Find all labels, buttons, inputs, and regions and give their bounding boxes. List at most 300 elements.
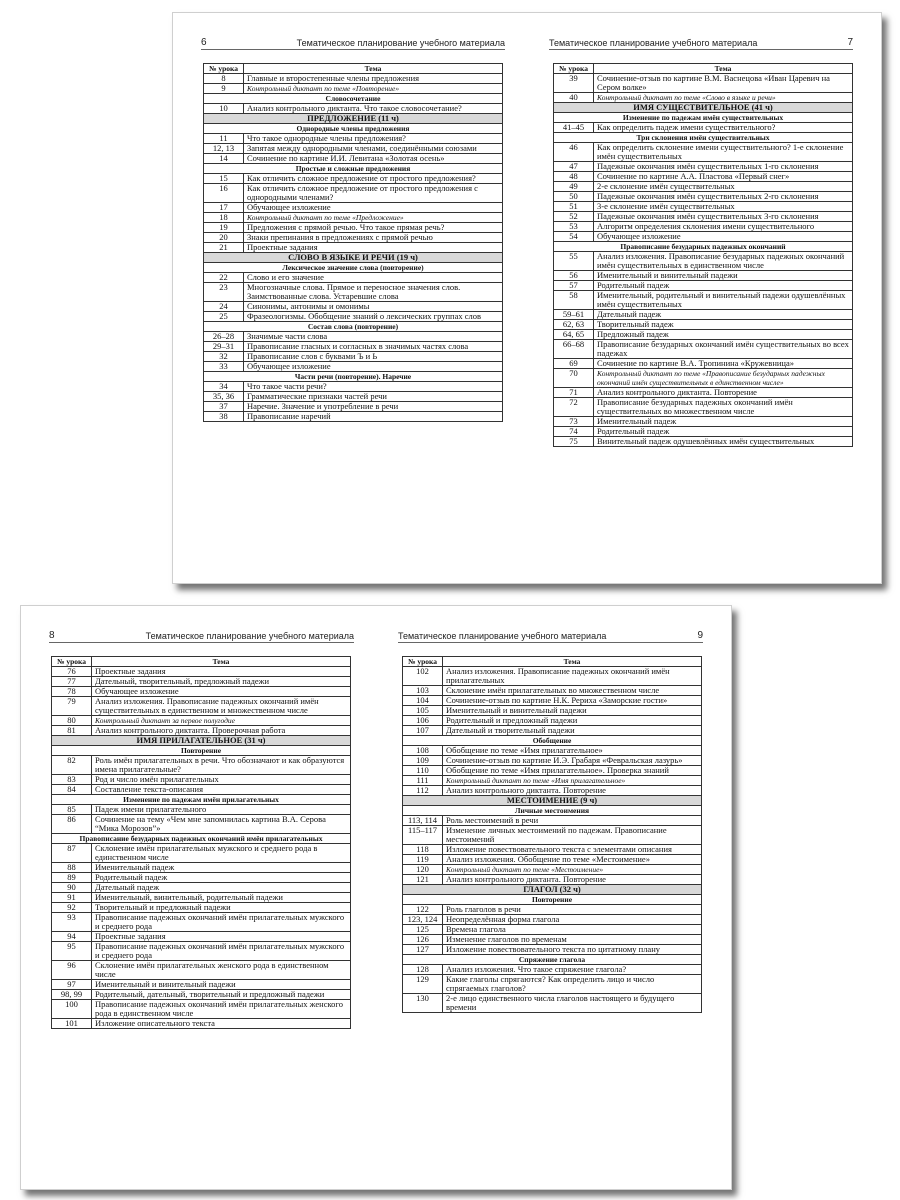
lesson-number: 49 [554, 182, 594, 192]
lesson-topic: Предложения с прямой речью. Что такое прямая речь? [244, 223, 503, 233]
lesson-row [204, 84, 503, 94]
lesson-topic: Именительный и винительный падежи [92, 980, 351, 990]
lesson-row [554, 222, 853, 232]
lesson-topic: Родительный падеж [594, 427, 853, 437]
lesson-row [554, 212, 853, 222]
lesson-topic: Как определить склонение имени существительного? 1-е склонение имён существительных [594, 143, 853, 162]
lesson-topic: Обучающее изложение [92, 687, 351, 697]
unit-heading: ГЛАГОЛ (32 ч) [403, 885, 702, 895]
lesson-number: 29–31 [204, 342, 244, 352]
table-header-row [554, 64, 853, 74]
lesson-number: 72 [554, 398, 594, 417]
lesson-topic: Изменение глаголов по временам [443, 935, 702, 945]
lesson-number: 59–61 [554, 310, 594, 320]
lesson-plan-table [402, 656, 702, 1013]
unit-heading-row [403, 796, 702, 806]
lesson-row [403, 845, 702, 855]
lesson-number: 54 [554, 232, 594, 242]
lesson-row [554, 93, 853, 103]
lesson-row [52, 716, 351, 726]
lesson-topic: Знаки препинания в предложениях с прямой речью [244, 233, 503, 243]
lesson-topic: Правописание падежных окончаний имён прилагательных мужского и среднего рода [92, 942, 351, 961]
lesson-number: 37 [204, 402, 244, 412]
subsection-heading-row [204, 124, 503, 134]
subsection-heading-row [204, 263, 503, 273]
page-number: 9 [697, 630, 703, 641]
lesson-row [554, 143, 853, 162]
subsection-heading-row [52, 746, 351, 756]
lesson-topic: 2-е лицо единственного числа глаголов настоящего и будущего времени [443, 994, 702, 1013]
lesson-topic: Как определить падеж имени существительного? [594, 123, 853, 133]
column-header-topic: Тема [92, 657, 351, 667]
lesson-number: 105 [403, 706, 443, 716]
lesson-topic: Анализ контрольного диктанта. Повторение [594, 388, 853, 398]
lesson-row [554, 388, 853, 398]
lesson-number: 77 [52, 677, 92, 687]
lesson-number: 73 [554, 417, 594, 427]
subsection-heading: Спряжение глагола [403, 955, 702, 965]
lesson-row [52, 893, 351, 903]
lesson-number: 93 [52, 913, 92, 932]
lesson-number: 125 [403, 925, 443, 935]
lesson-number: 94 [52, 932, 92, 942]
lesson-row [403, 706, 702, 716]
running-title: Тематическое планирование учебного материала [296, 38, 505, 48]
lesson-topic: Склонение имён прилагательных во множественном числе [443, 686, 702, 696]
subsection-heading: Части речи (повторение). Наречие [204, 372, 503, 382]
lesson-topic: Обучающее изложение [244, 362, 503, 372]
lesson-row [554, 252, 853, 271]
lesson-row [52, 697, 351, 716]
lesson-topic: Склонение имён прилагательных женского рода в единственном числе [92, 961, 351, 980]
lesson-topic: Сочинение по картине А.А. Пластова «Первый снег» [594, 172, 853, 182]
subsection-heading: Однородные члены предложения [204, 124, 503, 134]
lesson-row [403, 786, 702, 796]
lesson-topic: Контрольный диктант по теме «Местоимение» [443, 865, 702, 875]
lesson-number: 122 [403, 905, 443, 915]
lesson-number: 16 [204, 184, 244, 203]
lesson-number: 107 [403, 726, 443, 736]
lesson-number: 46 [554, 143, 594, 162]
subsection-heading: Словосочетание [204, 94, 503, 104]
lesson-number: 35, 36 [204, 392, 244, 402]
lesson-topic: Контрольный диктант по теме «Повторение» [244, 84, 503, 94]
subsection-heading: Состав слова (повторение) [204, 322, 503, 332]
lesson-row [204, 302, 503, 312]
lesson-number: 21 [204, 243, 244, 253]
lesson-number: 38 [204, 412, 244, 422]
lesson-number: 11 [204, 134, 244, 144]
lesson-row [52, 903, 351, 913]
lesson-topic: Роль глаголов в речи [443, 905, 702, 915]
lesson-number: 102 [403, 667, 443, 686]
lesson-topic: Изложение описательного текста [92, 1019, 351, 1029]
lesson-topic: Сочинение-отзыв по картине В.М. Васнецова «Иван Царевич на Сером волке» [594, 74, 853, 93]
lesson-number: 8 [204, 74, 244, 84]
lesson-number: 41–45 [554, 123, 594, 133]
lesson-row [403, 756, 702, 766]
lesson-row [52, 1000, 351, 1019]
lesson-number: 56 [554, 271, 594, 281]
subsection-heading-row [403, 806, 702, 816]
lesson-topic: Анализ изложения. Правописание безударных падежных окончаний имён существительных в единственном числе [594, 252, 853, 271]
lesson-number: 19 [204, 223, 244, 233]
lesson-number: 87 [52, 844, 92, 863]
lesson-row [204, 342, 503, 352]
lesson-row [403, 726, 702, 736]
lesson-number: 15 [204, 174, 244, 184]
lesson-row [52, 980, 351, 990]
lesson-topic: Изложение повествовательного текста по цитатному плану [443, 945, 702, 955]
lesson-row [204, 402, 503, 412]
lesson-topic: Сочинение на тему «Чем мне запомнилась картина В.А. Серова “Мика Морозов”» [92, 815, 351, 834]
lesson-row [554, 330, 853, 340]
lesson-topic: Правописание слов с буквами Ъ и Ь [244, 352, 503, 362]
lesson-number: 18 [204, 213, 244, 223]
lesson-number: 128 [403, 965, 443, 975]
page-number: 7 [847, 37, 853, 48]
lesson-topic: Анализ изложения. Правописание падежных окончаний имён существительных в единственном и множественном числе [92, 697, 351, 716]
lesson-row [204, 104, 503, 114]
lesson-row [554, 281, 853, 291]
lesson-row [52, 677, 351, 687]
lesson-topic: Как отличить сложное предложение от простого предложения? [244, 174, 503, 184]
lesson-row [204, 233, 503, 243]
subsection-heading: Личные местоимения [403, 806, 702, 816]
lesson-topic: Изменение личных местоимений по падежам. Правописание местоимений [443, 826, 702, 845]
lesson-topic: Правописание безударных падежных окончаний имён существительных во множественном числе [594, 398, 853, 417]
lesson-topic: Какие глаголы спрягаются? Как определить лицо и число спрягаемых глаголов? [443, 975, 702, 994]
lesson-number: 47 [554, 162, 594, 172]
lesson-topic: Анализ контрольного диктанта. Что такое словосочетание? [244, 104, 503, 114]
lesson-number: 33 [204, 362, 244, 372]
lesson-topic: Сочинение-отзыв по картине И.Э. Грабаря «Февральская лазурь» [443, 756, 702, 766]
lesson-row [554, 427, 853, 437]
unit-heading: МЕСТОИМЕНИЕ (9 ч) [403, 796, 702, 806]
subsection-heading: Изменение по падежам имён прилагательных [52, 795, 351, 805]
subsection-heading: Повторение [403, 895, 702, 905]
lesson-number: 104 [403, 696, 443, 706]
lesson-number: 22 [204, 273, 244, 283]
lesson-topic: Роль имён прилагательных в речи. Что обозначают и как образуются имена прилагательные? [92, 756, 351, 775]
lesson-number: 126 [403, 935, 443, 945]
lesson-number: 76 [52, 667, 92, 677]
lesson-row [52, 775, 351, 785]
lesson-number: 20 [204, 233, 244, 243]
lesson-topic: Обучающее изложение [594, 232, 853, 242]
lesson-number: 83 [52, 775, 92, 785]
page-header [201, 35, 505, 50]
lesson-row [554, 398, 853, 417]
lesson-topic: Дательный, творительный, предложный падежи [92, 677, 351, 687]
subsection-heading-row [403, 895, 702, 905]
lesson-row [52, 815, 351, 834]
unit-heading: ПРЕДЛОЖЕНИЕ (11 ч) [204, 114, 503, 124]
lesson-number: 109 [403, 756, 443, 766]
lesson-topic: Склонение имён прилагательных мужского и среднего рода в единственном числе [92, 844, 351, 863]
page-8 [21, 606, 376, 1189]
lesson-topic: Родительный и предложный падежи [443, 716, 702, 726]
lesson-topic: Слово и его значение [244, 273, 503, 283]
subsection-heading-row [52, 834, 351, 844]
column-header-topic: Тема [594, 64, 853, 74]
lesson-topic: 3-е склонение имён существительных [594, 202, 853, 212]
lesson-number: 88 [52, 863, 92, 873]
subsection-heading: Правописание безударных падежных окончаний имён прилагательных [52, 834, 351, 844]
lesson-topic: Анализ изложения. Обобщение по теме «Местоимение» [443, 855, 702, 865]
lesson-row [554, 291, 853, 310]
lesson-row [554, 417, 853, 427]
lesson-topic: Дательный падеж [92, 883, 351, 893]
lesson-number: 85 [52, 805, 92, 815]
lesson-topic: Контрольный диктант по теме «Предложение» [244, 213, 503, 223]
lesson-topic: Род и число имён прилагательных [92, 775, 351, 785]
subsection-heading-row [403, 736, 702, 746]
page-7 [527, 13, 881, 583]
lesson-row [403, 915, 702, 925]
lesson-row [554, 202, 853, 212]
lesson-topic: Сочинение по картине И.И. Левитана «Золотая осень» [244, 154, 503, 164]
page-header [549, 35, 853, 50]
subsection-heading: Правописание безударных падежных окончаний [554, 242, 853, 252]
lesson-number: 50 [554, 192, 594, 202]
lesson-number: 111 [403, 776, 443, 786]
lesson-number: 96 [52, 961, 92, 980]
lesson-number: 34 [204, 382, 244, 392]
lesson-number: 119 [403, 855, 443, 865]
lesson-row [403, 945, 702, 955]
lesson-topic: Падежные окончания имён существительных 1-го склонения [594, 162, 853, 172]
lesson-topic: Как отличить сложное предложение от простого предложения с однородными членами? [244, 184, 503, 203]
lesson-topic: Роль местоимений в речи [443, 816, 702, 826]
lesson-topic: Падеж имени прилагательного [92, 805, 351, 815]
column-header-number: № урока [403, 657, 443, 667]
table-header-row [403, 657, 702, 667]
lesson-number: 82 [52, 756, 92, 775]
lesson-number: 58 [554, 291, 594, 310]
lesson-number: 123, 124 [403, 915, 443, 925]
lesson-topic: Предложный падеж [594, 330, 853, 340]
lesson-topic: Составление текста-описания [92, 785, 351, 795]
lesson-topic: Дательный падеж [594, 310, 853, 320]
lesson-topic: Анализ контрольного диктанта. Проверочная работа [92, 726, 351, 736]
lesson-row [52, 844, 351, 863]
lesson-number: 39 [554, 74, 594, 93]
lesson-topic: Винительный падеж одушевлённых имён существительных [594, 437, 853, 447]
lesson-number: 84 [52, 785, 92, 795]
lesson-number: 64, 65 [554, 330, 594, 340]
lesson-row [204, 213, 503, 223]
lesson-topic: Главные и второстепенные члены предложения [244, 74, 503, 84]
lesson-topic: Изложение повествовательного текста с элементами описания [443, 845, 702, 855]
lesson-row [554, 162, 853, 172]
unit-heading: ИМЯ СУЩЕСТВИТЕЛЬНОЕ (41 ч) [554, 103, 853, 113]
lesson-row [204, 412, 503, 422]
lesson-topic: Грамматические признаки частей речи [244, 392, 503, 402]
lesson-topic: Родительный падеж [92, 873, 351, 883]
page-9 [376, 606, 731, 1189]
lesson-number: 89 [52, 873, 92, 883]
lesson-number: 98, 99 [52, 990, 92, 1000]
lesson-topic: Родительный падеж [594, 281, 853, 291]
lesson-topic: Алгоритм определения склонения имени существительного [594, 222, 853, 232]
lesson-row [403, 965, 702, 975]
lesson-topic: Обобщение по теме «Имя прилагательное» [443, 746, 702, 756]
lesson-topic: Запятая между однородными членами, соединёнными союзами [244, 144, 503, 154]
lesson-row [554, 320, 853, 330]
lesson-number: 112 [403, 786, 443, 796]
lesson-row [403, 905, 702, 915]
lesson-row [554, 310, 853, 320]
lesson-row [554, 192, 853, 202]
lesson-plan-table [203, 63, 503, 422]
lesson-row [204, 382, 503, 392]
lesson-number: 25 [204, 312, 244, 322]
lesson-topic: Именительный, родительный и винительный падежи одушевлённых имён существительных [594, 291, 853, 310]
lesson-number: 53 [554, 222, 594, 232]
lesson-number: 51 [554, 202, 594, 212]
lesson-row [403, 855, 702, 865]
lesson-number: 103 [403, 686, 443, 696]
subsection-heading-row [403, 955, 702, 965]
subsection-heading: Лексическое значение слова (повторение) [204, 263, 503, 273]
lesson-topic: Правописание наречий [244, 412, 503, 422]
lesson-number: 62, 63 [554, 320, 594, 330]
subsection-heading-row [204, 164, 503, 174]
lesson-topic: Именительный и винительный падежи [443, 706, 702, 716]
column-header-topic: Тема [244, 64, 503, 74]
lesson-number: 100 [52, 1000, 92, 1019]
lesson-topic: Обобщение по теме «Имя прилагательное». Проверка знаний [443, 766, 702, 776]
lesson-number: 90 [52, 883, 92, 893]
unit-heading-row [554, 103, 853, 113]
lesson-row [554, 123, 853, 133]
lesson-row [52, 932, 351, 942]
table-header-row [52, 657, 351, 667]
subsection-heading: Простые и сложные предложения [204, 164, 503, 174]
lesson-row [554, 359, 853, 369]
lesson-topic: Что такое однородные члены предложения? [244, 134, 503, 144]
lesson-row [554, 271, 853, 281]
lesson-topic: Падежные окончания имён существительных 3-го склонения [594, 212, 853, 222]
lesson-number: 129 [403, 975, 443, 994]
lesson-row [204, 283, 503, 302]
lesson-row [204, 332, 503, 342]
lesson-topic: Значимые части слова [244, 332, 503, 342]
lesson-row [554, 182, 853, 192]
lesson-topic: Фразеологизмы. Обобщение знаний о лексических группах слов [244, 312, 503, 322]
unit-heading-row [204, 114, 503, 124]
lesson-number: 110 [403, 766, 443, 776]
lesson-topic: Падежные окончания имён существительных 2-го склонения [594, 192, 853, 202]
lesson-number: 74 [554, 427, 594, 437]
lesson-topic: Творительный и предложный падежи [92, 903, 351, 913]
lesson-number: 14 [204, 154, 244, 164]
lesson-number: 86 [52, 815, 92, 834]
lesson-topic: Правописание гласных и согласных в значимых частях слова [244, 342, 503, 352]
lesson-number: 52 [554, 212, 594, 222]
column-header-number: № урока [204, 64, 244, 74]
lesson-row [204, 273, 503, 283]
lesson-number: 32 [204, 352, 244, 362]
lesson-row [52, 785, 351, 795]
lesson-row [204, 144, 503, 154]
lesson-number: 91 [52, 893, 92, 903]
lesson-row [52, 863, 351, 873]
page-header [49, 628, 354, 643]
lesson-row [204, 392, 503, 402]
lesson-row [204, 74, 503, 84]
unit-heading: СЛОВО В ЯЗЫКЕ И РЕЧИ (19 ч) [204, 253, 503, 263]
page-6 [173, 13, 527, 583]
subsection-heading: Изменение по падежам имён существительных [554, 113, 853, 123]
lesson-row [52, 961, 351, 980]
lesson-number: 48 [554, 172, 594, 182]
lesson-row [52, 687, 351, 697]
lesson-row [52, 756, 351, 775]
lesson-number: 130 [403, 994, 443, 1013]
lesson-number: 115–117 [403, 826, 443, 845]
lesson-row [403, 994, 702, 1013]
unit-heading-row [204, 253, 503, 263]
subsection-heading: Повторение [52, 746, 351, 756]
subsection-heading-row [52, 795, 351, 805]
unit-heading-row [52, 736, 351, 746]
lesson-number: 57 [554, 281, 594, 291]
table-header-row [204, 64, 503, 74]
lesson-row [52, 942, 351, 961]
lesson-number: 113, 114 [403, 816, 443, 826]
lesson-number: 95 [52, 942, 92, 961]
lesson-topic: Именительный падеж [92, 863, 351, 873]
lesson-number: 69 [554, 359, 594, 369]
lesson-row [52, 883, 351, 893]
lesson-row [403, 826, 702, 845]
lesson-row [554, 437, 853, 447]
lesson-topic: Проектные задания [244, 243, 503, 253]
lesson-topic: Времена глагола [443, 925, 702, 935]
lesson-row [403, 776, 702, 786]
lesson-row [204, 243, 503, 253]
lesson-row [403, 686, 702, 696]
lesson-row [403, 766, 702, 776]
lesson-row [403, 925, 702, 935]
lesson-number: 78 [52, 687, 92, 697]
lesson-number: 79 [52, 697, 92, 716]
lesson-topic: Анализ изложения. Правописание падежных окончаний имён прилагательных [443, 667, 702, 686]
lesson-row [204, 174, 503, 184]
lesson-row [52, 726, 351, 736]
lesson-row [554, 172, 853, 182]
lesson-topic: Родительный, дательный, творительный и предложный падежи [92, 990, 351, 1000]
lesson-number: 75 [554, 437, 594, 447]
lesson-topic: Творительный падеж [594, 320, 853, 330]
lesson-topic: Наречие. Значение и употребление в речи [244, 402, 503, 412]
lesson-row [204, 352, 503, 362]
column-header-topic: Тема [443, 657, 702, 667]
lesson-number: 12, 13 [204, 144, 244, 154]
lesson-row [403, 875, 702, 885]
lesson-topic: Контрольный диктант по теме «Имя прилагательное» [443, 776, 702, 786]
lesson-row [204, 154, 503, 164]
lesson-number: 24 [204, 302, 244, 312]
lesson-number: 70 [554, 369, 594, 388]
subsection-heading-row [204, 372, 503, 382]
lesson-topic: Контрольный диктант за первое полугодие [92, 716, 351, 726]
lesson-topic: Именительный, винительный, родительный падежи [92, 893, 351, 903]
lesson-topic: Синонимы, антонимы и омонимы [244, 302, 503, 312]
lesson-row [52, 667, 351, 677]
